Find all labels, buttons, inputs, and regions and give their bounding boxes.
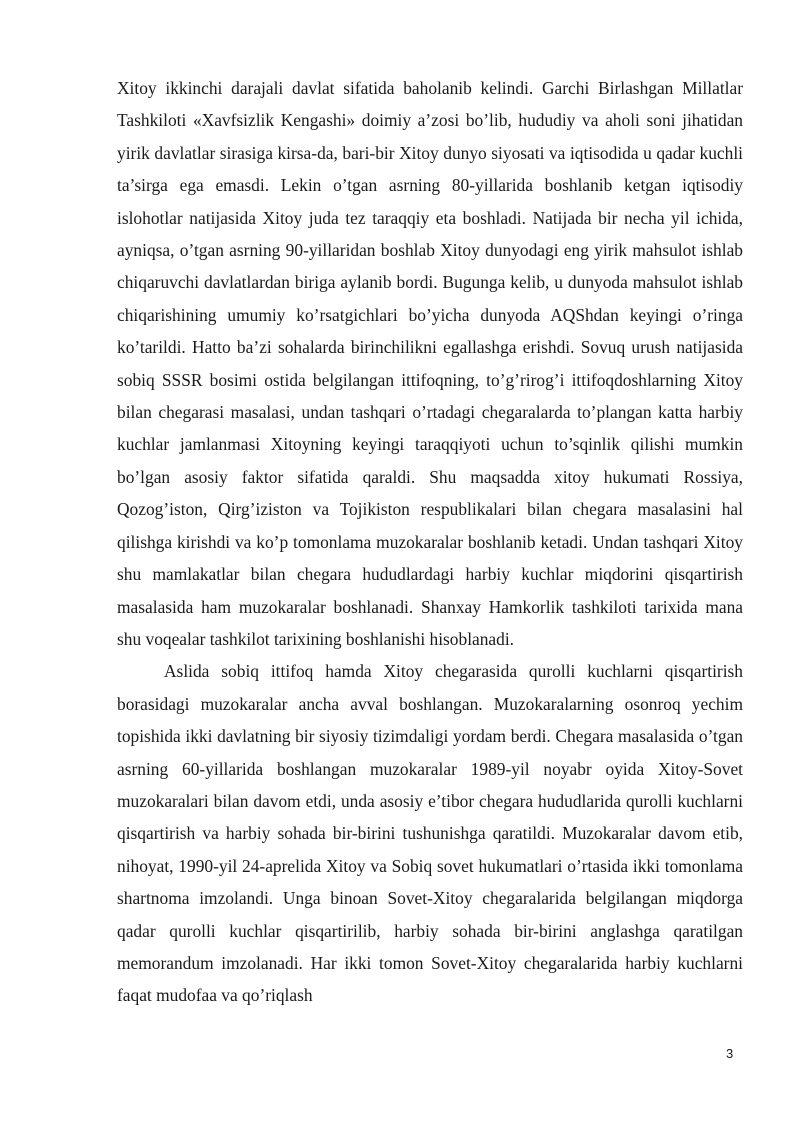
paragraph-2: Aslida sobiq ittifoq hamda Xitoy chegarasida qurolli kuchlarni qisqartirish borasidagi muzokaralar ancha avval boshlangan. Muzokaralarning osonroq yechim topishida ikki davlatning bir siyosiy tizimdaligi yordam berdi. Chegara masalasida o’tgan asrning 60-yillarida boshlangan muzokaralar 1989-yil noyabr oyida Xitoy-Sovet muzokaralari bilan davom etdi, unda asosiy e’tibor chegara hududlarida qurolli kuchlarni qisqartirish va harbiy sohada bir-birini tushunishga qaratildi. Muzokaralar davom etib, nihoyat, 1990-yil 24-aprelida Xitoy va Sobiq sovet hukumatlari o’rtasida ikki tomonlama shartnoma imzolandi. Unga binoan Sovet-Xitoy chegaralarida belgilangan miqdorga qadar qurolli kuchlar qisqartirilib, harbiy sohada bir-birini anglashga qaratilgan memorandum imzolanadi. Har ikki tomon Sovet-Xitoy chegaralarida harbiy kuchlarni faqat mudofaa va qo’riqlash xyxy=(117,661,743,1006)
body-text xyxy=(117,72,743,1012)
page-number: 3 xyxy=(726,1046,734,1061)
paragraph-1: Xitoy ikkinchi darajali davlat sifatida baholanib kelindi. Garchi Birlashgan Millatlar Tashkiloti «Xavfsizlik Kengashi» doimiy a’zosi bo’lib, hududiy va aholi soni jihatidan yirik davlatlar sirasiga kirsa-da, bari-bir Xitoy dunyo siyosati va iqtisodida u qadar kuchli ta’sirga ega emasdi. Lekin o’tgan asrning 80-yillarida boshlanib ketgan iqtisodiy islohotlar natijasida Xitoy juda tez taraqqiy eta boshladi. Natijada bir necha yil ichida, ayniqsa, o’tgan asrning 90-yillaridan boshlab Xitoy dunyodagi eng yirik mahsulot ishlab chiqaruvchi davlatlardan biriga aylanib bordi. Bugunga kelib, u dunyoda mahsulot ishlab chiqarishining umumiy ko’rsatgichlari bo’yicha dunyoda AQShdan keyingi o’ringa ko’tarildi. Hatto ba’zi sohalarda birinchilikni egallashga erishdi. Sovuq urush natijasida sobiq SSSR bosimi ostida belgilangan ittifoqning, to’g’rirog’i ittifoqdoshlarning Xitoy bilan chegarasi masalasi, undan tashqari o’rtadagi chegaralarda to’plangan katta harbiy kuchlar jamlanmasi Xitoyning keyingi taraqqiyoti uchun to’sqinlik qilishi mumkin bo’lgan asosiy faktor sifatida qaraldi. Shu maqsadda xitoy hukumati Rossiya, Qozog’iston, Qirg’iziston va Tojikiston respublikalari bilan chegara masalasini hal qilishga kirishdi va ko’p tomonlama muzokaralar boshlanib ketadi. Undan tashqari Xitoy shu mamlakatlar bilan chegara hududlardagi harbiy kuchlar miqdorini qisqartirish masalasida ham muzokaralar boshlanadi. Shanxay Hamkorlik tashkiloti tarixida mana shu voqealar tashkilot tarixining boshlanishi hisoblanadi. xyxy=(117,78,743,649)
